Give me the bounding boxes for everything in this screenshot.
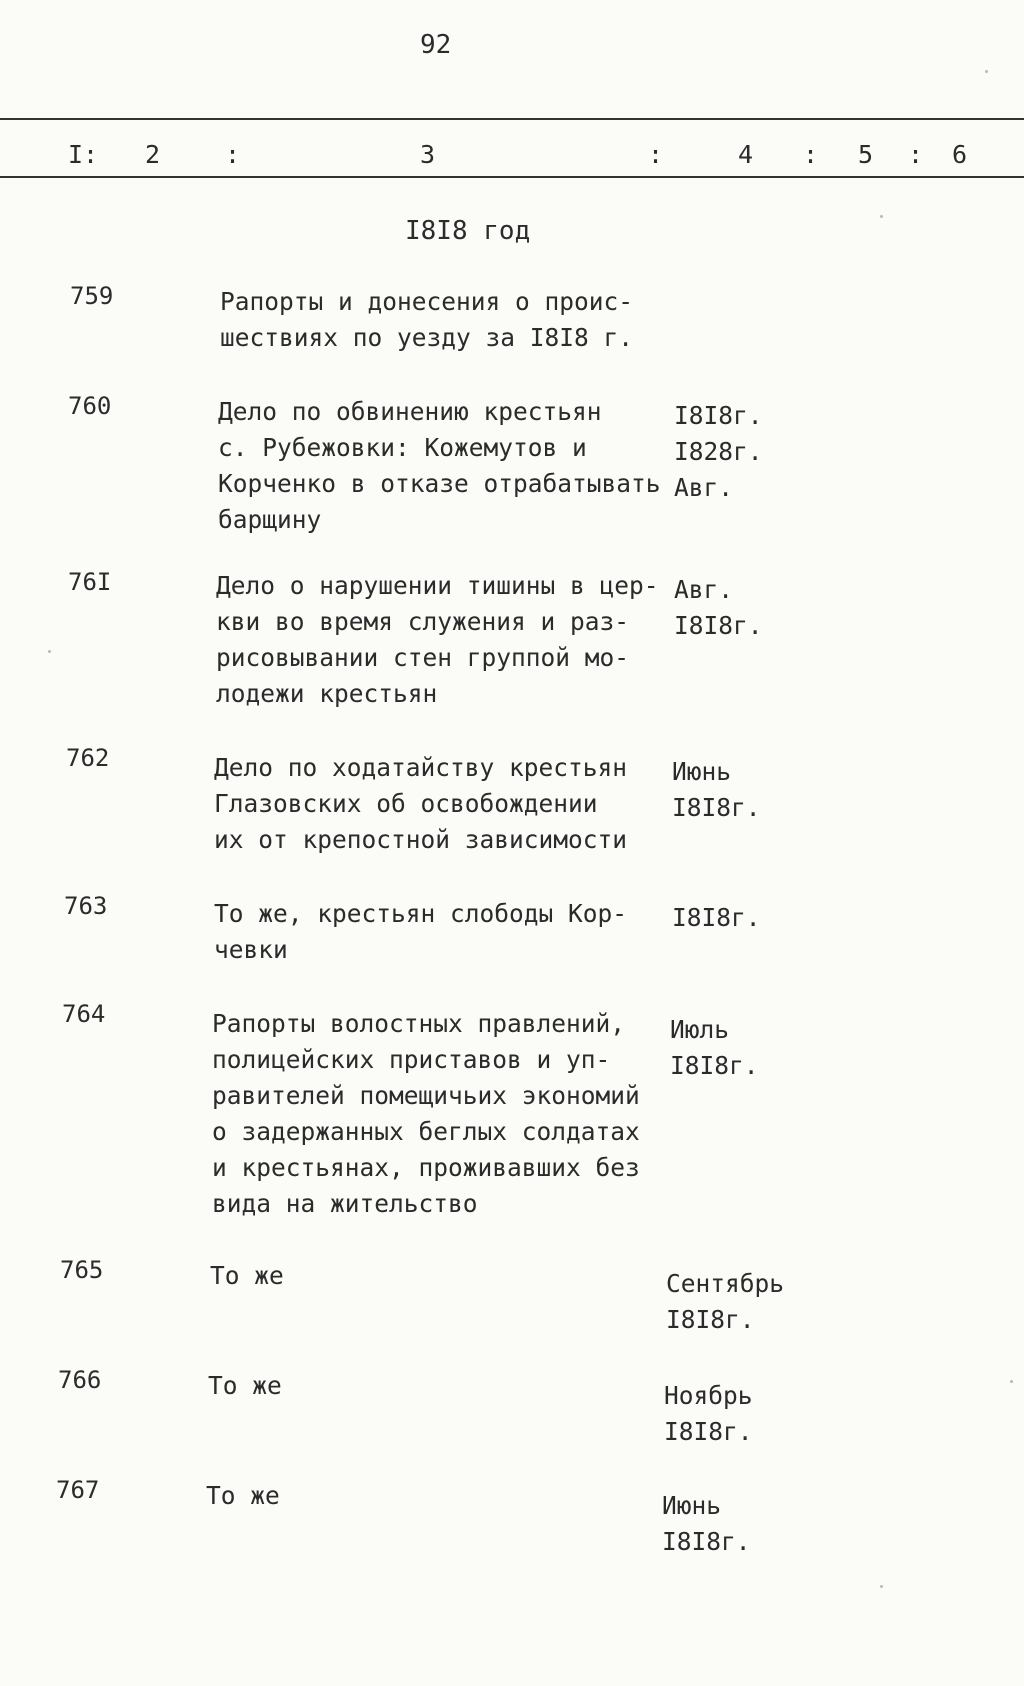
entry-number: 766 [58, 1366, 102, 1394]
entry-number: 760 [68, 392, 112, 420]
entry-number: 764 [62, 1000, 106, 1028]
entry-date: Сентябрь I8I8г. [666, 1269, 785, 1334]
entry-number: 759 [70, 282, 114, 310]
column-header-4: 4 [738, 140, 754, 169]
entry-date: Июнь I8I8г. [672, 757, 761, 822]
entry-date: Авг. I8I8г. [674, 575, 763, 640]
entry-title: То же [206, 1481, 280, 1510]
entry-title: Рапорты и донесения о проис- шествиях по уезду за I8I8 г. [220, 287, 634, 352]
entry-number: 762 [66, 744, 110, 772]
entry-date: I8I8г. I828г. Авг. [674, 401, 763, 502]
header-bottom-rule [0, 176, 1024, 178]
column-header-1: I: [68, 140, 99, 169]
column-header-5: 5 [858, 140, 874, 169]
entry-title: То же, крестьян слободы Кор- чевки [214, 899, 628, 964]
entry-title: Дело по обвинению крестьян с. Рубежовки: Кожемутов и Корченко в отказе отрабатывать барщину [218, 397, 661, 534]
scan-speck [880, 215, 883, 218]
column-header-6: 6 [952, 140, 968, 169]
entry-date: Ноябрь I8I8г. [664, 1381, 753, 1446]
entry-title: То же [210, 1261, 284, 1290]
entry-title: Дело о нарушении тишины в цер- кви во время служения и раз- рисовывании стен группой мо- лодежи крестьян [216, 571, 659, 708]
column-separator: : [908, 140, 924, 169]
entry-number: 765 [60, 1256, 104, 1284]
scan-speck [880, 1585, 883, 1588]
column-separator: : [225, 140, 241, 169]
scan-speck [1010, 1380, 1013, 1383]
entry-number: 767 [56, 1476, 100, 1504]
entry-date: Июнь I8I8г. [662, 1491, 751, 1556]
entry-number: 763 [64, 892, 108, 920]
column-header-2: 2 [145, 140, 161, 169]
page-number: 92 [420, 30, 452, 60]
scan-speck [48, 650, 51, 653]
column-header-3: 3 [420, 140, 436, 169]
entry-title: То же [208, 1371, 282, 1400]
entry-number: 76I [68, 568, 112, 596]
entry-date: Июль I8I8г. [670, 1015, 759, 1080]
year-heading: I8I8 год [405, 216, 531, 246]
header-top-rule [0, 118, 1024, 120]
entry-date: I8I8г. [672, 903, 761, 932]
column-separator: : [803, 140, 819, 169]
entry-title: Рапорты волостных правлений, полицейских приставов и уп- равителей помещичьих экономий о задержанных беглых солдатах и крестьянах, проживавших без вида на жительство [212, 1009, 640, 1218]
entry-title: Дело по ходатайству крестьян Глазовских об освобождении их от крепостной зависимости [214, 753, 628, 854]
scan-speck [985, 70, 988, 73]
column-separator: : [648, 140, 664, 169]
